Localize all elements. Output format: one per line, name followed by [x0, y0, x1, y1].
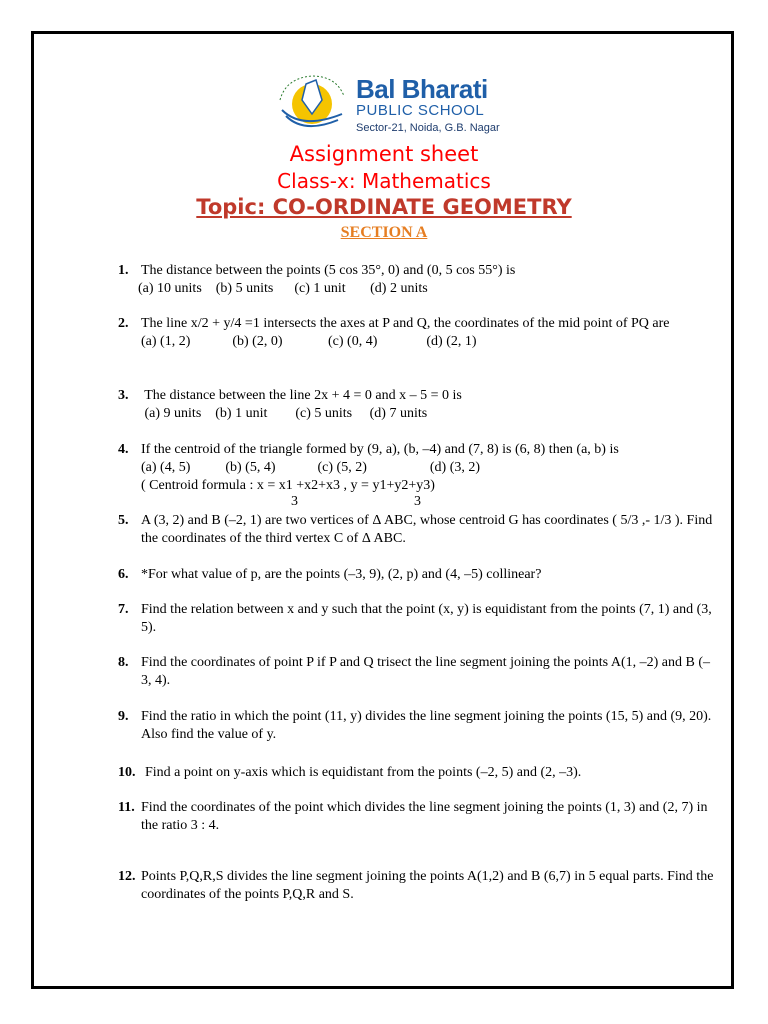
question-text: Find the coordinates of point P if P and Q trisect the line segment joining the points A(1, –2) and B (–3, 4). [141, 655, 710, 688]
school-address: Sector-21, Noida, G.B. Nagar [356, 122, 500, 134]
formula-denominator-x: 3 [291, 494, 298, 509]
formula-denominator-y: 3 [414, 494, 421, 509]
question-12 [118, 868, 718, 904]
question-2 [118, 315, 718, 351]
school-name: Bal Bharati [356, 74, 488, 104]
question-1 [118, 262, 718, 298]
question-number: 5. [118, 513, 129, 528]
class-subject: Class-x: Mathematics [277, 169, 491, 193]
school-emblem-icon [272, 70, 352, 140]
section-heading: SECTION A [340, 224, 428, 241]
question-text: Find the relation between x and y such that the point (x, y) is equidistant from the points (7, 1) and (3, 5). [141, 602, 712, 635]
sheet-title: Assignment sheet [289, 142, 479, 166]
topic-title: Topic: CO-ORDINATE GEOMETRY [196, 195, 572, 219]
question-number: 11. [118, 800, 135, 815]
question-number: 8. [118, 655, 129, 670]
question-options: (a) 9 units (b) 1 unit (c) 5 units (d) 7 units [141, 406, 428, 421]
question-number: 10. [118, 765, 136, 780]
question-text: Find the coordinates of the point which divides the line segment joining the points (1, 3) and (2, 7) in the ratio 3 : 4. [141, 800, 708, 833]
question-text: The distance between the points (5 cos 35°, 0) and (0, 5 cos 55°) is [141, 263, 516, 278]
question-text: Find a point on y-axis which is equidistant from the points (–2, 5) and (2, –3). [145, 765, 582, 780]
question-text: The distance between the line 2x + 4 = 0 and x – 5 = 0 is [141, 388, 462, 403]
question-number: 9. [118, 709, 129, 724]
question-text: Find the ratio in which the point (11, y) divides the line segment joining the points (15, 5) and (9, 20). Also find the value of y. [141, 709, 712, 742]
question-11 [118, 799, 718, 835]
question-8 [118, 654, 718, 690]
question-number: 6. [118, 567, 129, 582]
question-text: A (3, 2) and B (–2, 1) are two vertices of Δ ABC, whose centroid G has coordinates ( 5/3 ,- 1/3 ). Find the coordinates of the third vertex C of Δ ABC. [141, 513, 713, 546]
question-7 [118, 601, 718, 637]
question-text: If the centroid of the triangle formed by (9, a), (b, –4) and (7, 8) is (6, 8) then (a, b) is [141, 442, 619, 457]
question-text: *For what value of p, are the points (–3, 9), (2, p) and (4, –5) collinear? [141, 567, 542, 582]
question-options: (a) (4, 5) (b) (5, 4) (c) (5, 2) (d) (3, 2) [141, 460, 481, 475]
question-3 [118, 387, 718, 423]
school-logo [272, 70, 500, 140]
question-4 [118, 441, 718, 495]
question-number: 3. [118, 388, 129, 403]
question-text: The line x/2 + y/4 =1 intersects the axes at P and Q, the coordinates of the mid point of PQ are [141, 316, 670, 331]
question-9 [118, 708, 718, 744]
question-5 [118, 512, 718, 548]
school-type: PUBLIC SCHOOL [356, 102, 485, 119]
question-number: 2. [118, 316, 129, 331]
question-options: (a) 10 units (b) 5 units (c) 1 unit (d) 2 units [138, 281, 428, 296]
question-options: (a) (1, 2) (b) (2, 0) (c) (0, 4) (d) (2, 1) [141, 334, 477, 349]
question-text: Points P,Q,R,S divides the line segment joining the points A(1,2) and B (6,7) in 5 equal parts. Find the coordinates of the points P,Q,R and S. [141, 869, 714, 902]
question-number: 4. [118, 442, 129, 457]
question-number: 1. [118, 263, 129, 278]
question-number: 7. [118, 602, 129, 617]
centroid-formula: ( Centroid formula : x = x1 +x2+x3 , y = y1+y2+y3) [141, 478, 435, 493]
question-6 [118, 566, 718, 584]
question-number: 12. [118, 869, 136, 884]
question-10 [118, 764, 718, 782]
